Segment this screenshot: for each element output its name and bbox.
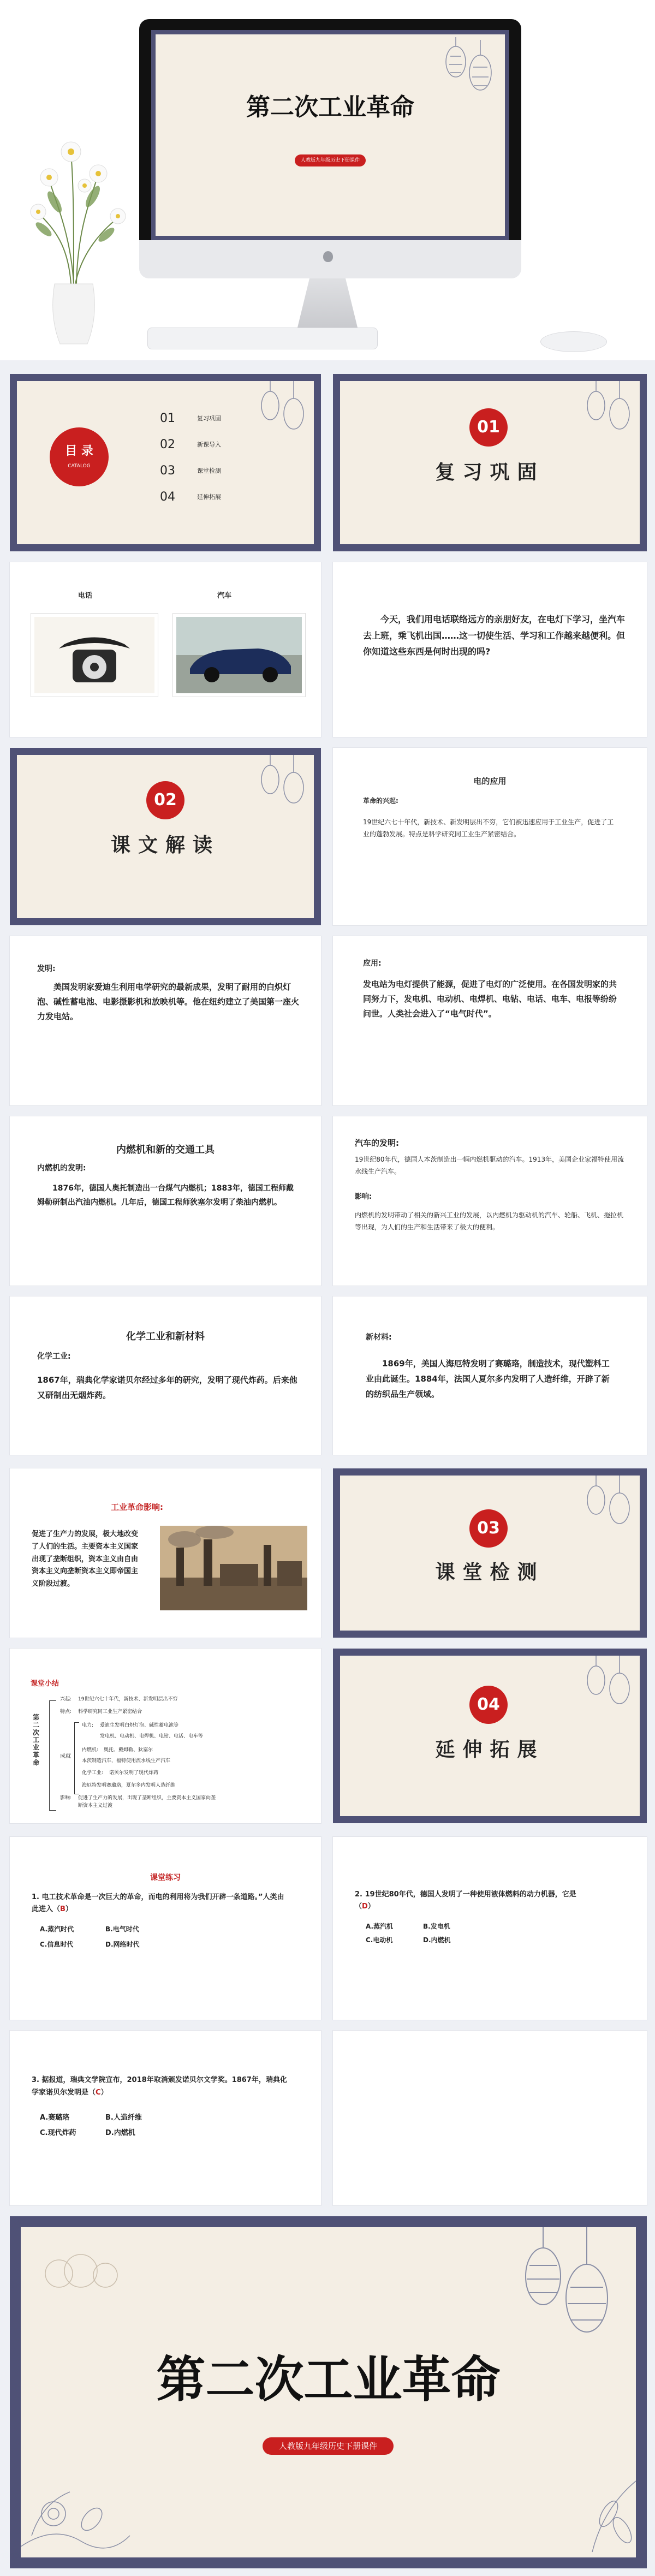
section-title: 课堂检测 bbox=[435, 1561, 545, 1584]
chemistry-slide bbox=[10, 1296, 321, 1455]
summary-label: 兴起: bbox=[60, 1697, 72, 1702]
application-head: 应用: bbox=[363, 959, 382, 968]
quiz-option[interactable]: B.发电机 bbox=[423, 1923, 450, 1930]
factory-painting bbox=[160, 1526, 307, 1610]
quiz-option[interactable]: D.内燃机 bbox=[105, 2129, 135, 2137]
apple-logo-icon bbox=[323, 251, 333, 262]
summary-text: 发电机、电动机、电焊机、电钻、电话、电车等 bbox=[100, 1734, 204, 1739]
quiz-slide-1 bbox=[10, 1837, 321, 2020]
summary-text: 科学研究同工业生产紧密结合 bbox=[78, 1709, 142, 1715]
quiz-option[interactable]: B.人造纤维 bbox=[105, 2114, 142, 2122]
engine-title: 内燃机和新的交通工具 bbox=[116, 1144, 215, 1156]
toc-badge-sub: CATALOG bbox=[68, 463, 91, 469]
summary-text: 海厄特发明赛璐珞，夏尔多内发明人造纤维 bbox=[82, 1783, 176, 1788]
summary-text: 本茨制造汽车，福特使用流水线生产汽车 bbox=[82, 1758, 171, 1764]
mouse bbox=[540, 331, 607, 352]
quiz-option[interactable]: D.网络时代 bbox=[105, 1941, 140, 1948]
summary-text: 奥托、戴姆勒、狄塞尔 bbox=[104, 1747, 153, 1753]
flower-vase-illustration bbox=[16, 120, 131, 349]
section-slide-04 bbox=[333, 1649, 647, 1823]
toc-item-num: 03 bbox=[160, 464, 175, 478]
car-text: 19世纪80年代，德国人本茨制造出一辆内燃机驱动的汽车。1913年，美国企业家福特使用流水线生产汽车。 bbox=[355, 1156, 624, 1176]
lantern-ornament bbox=[577, 381, 637, 441]
toc-item-label[interactable]: 延伸拓展 bbox=[197, 493, 221, 501]
toc-item-num: 04 bbox=[160, 490, 175, 504]
toc-item-label[interactable]: 新课导入 bbox=[197, 441, 221, 448]
quiz-option[interactable]: B.电气时代 bbox=[105, 1925, 139, 1933]
keyboard bbox=[147, 328, 378, 349]
electric-title: 电的应用 bbox=[473, 776, 507, 786]
impact-head: 工业革命影响: bbox=[111, 1502, 163, 1512]
quiz-option[interactable]: A.蒸汽机 bbox=[366, 1923, 394, 1930]
electric-subhead: 革命的兴起: bbox=[363, 797, 398, 805]
toc-badge-label: 目 录 bbox=[65, 444, 93, 458]
impact-slide bbox=[10, 1468, 321, 1638]
summary-branch-label: 成就 bbox=[60, 1753, 71, 1759]
end-subtitle: 人教版九年级历史下册课件 bbox=[263, 2437, 394, 2455]
section-slide-01 bbox=[333, 374, 647, 551]
quiz-question-text: 2. 19世纪80年代，德国人发明了一种使用液体燃料的动力机器，它是（ bbox=[355, 1890, 576, 1911]
review-images-slide bbox=[10, 562, 321, 737]
telephone-photo bbox=[34, 617, 154, 693]
material-head: 新材料: bbox=[366, 1333, 392, 1342]
summary-label: 化学工业: bbox=[82, 1770, 104, 1776]
summary-sub-bracket bbox=[74, 1722, 79, 1794]
quiz-option[interactable]: D.内燃机 bbox=[423, 1936, 451, 1944]
lantern-ornament bbox=[577, 1476, 637, 1536]
review-text-slide bbox=[333, 562, 647, 737]
summary-slide bbox=[10, 1649, 321, 1823]
engine-head: 内燃机的发明: bbox=[37, 1164, 86, 1173]
summary-bracket bbox=[49, 1700, 56, 1811]
section-slide-02 bbox=[10, 748, 321, 925]
quiz-answer: C bbox=[96, 2088, 101, 2097]
summary-vertical-title: 第二次工业革命 bbox=[33, 1714, 40, 1766]
cover-title: 第二次工业革命 bbox=[246, 93, 414, 121]
quiz-option[interactable]: A.蒸汽时代 bbox=[40, 1925, 74, 1933]
cloud-ornament bbox=[37, 2249, 146, 2298]
car-impact-head: 影响: bbox=[355, 1193, 372, 1201]
leaf-ornament bbox=[527, 2470, 636, 2557]
electric-text: 19世纪六七十年代，新技术、新发明层出不穷，它们被迅速应用于工业生产，促进了工业的蓬勃发展。特点是科学研究同工业生产紧密结合。 bbox=[363, 818, 614, 838]
monitor-screen bbox=[151, 30, 509, 240]
summary-text: 19世纪六七十年代，新技术、新发明层出不穷 bbox=[78, 1697, 178, 1702]
quiz-answer: D bbox=[362, 1902, 368, 1911]
toc-item-label[interactable]: 复习巩固 bbox=[197, 415, 221, 422]
lantern-ornament bbox=[505, 2227, 625, 2358]
quiz-option[interactable]: C.现代炸药 bbox=[40, 2129, 76, 2137]
quiz-title: 课堂练习 bbox=[150, 1873, 181, 1882]
hero-section bbox=[0, 0, 655, 360]
quiz-question bbox=[355, 1889, 590, 1913]
impact-text: 促进了生产力的发展，极大地改变了人们的生活。主要资本主义国家出现了垄断组织，资本主义由自由资本主义向垄断资本主义即帝国主义阶段过渡。 bbox=[32, 1530, 139, 1588]
engine-slide bbox=[10, 1116, 321, 1286]
quiz-question-end: ） bbox=[65, 1905, 73, 1914]
lantern-ornament bbox=[577, 1656, 637, 1716]
summary-label: 电力: bbox=[82, 1723, 94, 1728]
summary-label: 内燃机: bbox=[82, 1747, 99, 1753]
quiz-question bbox=[32, 1891, 288, 1915]
chemistry-text: 1867年，瑞典化学家诺贝尔经过多年的研究，发明了现代炸药。后来他又研制出无烟炸药。 bbox=[37, 1375, 297, 1400]
section-number: 04 bbox=[469, 1686, 508, 1724]
car-slide bbox=[333, 1116, 647, 1286]
toc-item-num: 01 bbox=[160, 412, 175, 425]
car-photo bbox=[176, 617, 302, 693]
image-label-car: 汽车 bbox=[217, 592, 232, 600]
end-cover-slide bbox=[10, 2216, 647, 2568]
toc-item-label[interactable]: 课堂检测 bbox=[197, 467, 221, 474]
car-impact-text: 内燃机的发明带动了相关的新兴工业的发展，以内燃机为驱动机的汽车、轮船、飞机、拖拉机等出现，为人们的生产和生活带来了极大的便利。 bbox=[355, 1211, 624, 1232]
invention-text: 美国发明家爱迪生利用电学研究的最新成果，发明了耐用的白炽灯泡、碱性蓄电池、电影摄影机和放映机等。他在纽约建立了美国第一座火力发电站。 bbox=[37, 982, 300, 1021]
review-paragraph: 今天，我们用电话联络远方的亲朋好友，在电灯下学习，坐汽车去上班，乘飞机出国……这一切使生活、学习和工作越来越便利。但你知道这些东西是何时出现的吗? bbox=[363, 614, 626, 657]
monitor-stand bbox=[297, 278, 358, 328]
quiz-question-end: ） bbox=[100, 2088, 108, 2097]
invention-head: 发明: bbox=[37, 965, 56, 973]
flower-ornament bbox=[21, 2448, 141, 2557]
engine-text: 1876年，德国人奥托制造出一台煤气内燃机；1883年，德国工程师戴姆勒研制出汽油内燃机。几年后，德国工程师狄塞尔发明了柴油内燃机。 bbox=[37, 1184, 294, 1207]
application-slide bbox=[333, 936, 647, 1105]
car-head: 汽车的发明: bbox=[355, 1138, 399, 1148]
quiz-question bbox=[32, 2074, 288, 2099]
summary-label: 影响: bbox=[60, 1795, 72, 1801]
section-number: 02 bbox=[146, 781, 184, 819]
summary-label: 特点: bbox=[60, 1709, 72, 1715]
summary-text: 诺贝尔发明了现代炸药 bbox=[109, 1770, 159, 1776]
toc-slide bbox=[10, 374, 321, 551]
chemistry-title: 化学工业和新材料 bbox=[126, 1331, 205, 1342]
section-title: 复习巩固 bbox=[435, 461, 545, 484]
end-title: 第二次工业革命 bbox=[156, 2351, 501, 2408]
quiz-question-end: ） bbox=[367, 1902, 375, 1911]
quiz-answer: B bbox=[60, 1905, 66, 1914]
lantern-ornament bbox=[251, 381, 311, 441]
application-text: 发电站为电灯提供了能源，促进了电灯的广泛使用。在各国发明家的共同努力下，发电机、电动机、电焊机、电钻、电话、电车、电报等纷纷问世。人类社会进入了“电气时代”。 bbox=[363, 979, 617, 1019]
section-title: 延伸拓展 bbox=[435, 1739, 545, 1761]
quiz-slide-2 bbox=[333, 1837, 647, 2020]
material-slide bbox=[333, 1296, 647, 1455]
section-title: 课文解读 bbox=[110, 834, 220, 856]
summary-head: 课堂小结 bbox=[31, 1680, 59, 1688]
quiz-question-text: 1. 电工技术革命是一次巨大的革命，而电的利用将为我们开辟一条道路。”人类由此进入（ bbox=[32, 1893, 284, 1914]
image-label-telephone: 电话 bbox=[78, 592, 93, 600]
electric-slide bbox=[333, 748, 647, 925]
chemistry-head: 化学工业: bbox=[37, 1352, 71, 1361]
quiz-option[interactable]: C.电动机 bbox=[366, 1936, 393, 1944]
quiz-question-text: 3. 据报道，瑞典文学院宣布，2018年取消颁发诺贝尔文学奖。1867年，瑞典化学家诺贝尔发明是（ bbox=[32, 2076, 287, 2097]
toc-item-num: 02 bbox=[160, 438, 175, 451]
section-number: 01 bbox=[469, 408, 508, 447]
quiz-slide-3 bbox=[10, 2031, 321, 2205]
section-slide-03 bbox=[333, 1468, 647, 1638]
lantern-ornament bbox=[251, 755, 311, 815]
quiz-option[interactable]: C.信息时代 bbox=[40, 1941, 74, 1948]
material-text: 1869年，美国人海厄特发明了赛璐珞，制造技术，现代塑料工业由此诞生。1884年，法国人夏尔多内发明了人造纤维，开辟了新的纺织品生产领域。 bbox=[366, 1359, 610, 1399]
summary-text: 促进了生产力的发展，出现了垄断组织，主要资本主义国家向垄断资本主义过渡 bbox=[78, 1795, 216, 1808]
cover-subtitle: 人教版九年级历史下册课件 bbox=[295, 154, 366, 166]
summary-text: 爱迪生发明白炽灯泡、碱性蓄电池等 bbox=[100, 1723, 179, 1728]
quiz-option[interactable]: A.赛璐珞 bbox=[40, 2114, 70, 2122]
invention-slide bbox=[10, 936, 321, 1105]
blank-slide bbox=[333, 2031, 647, 2205]
section-number: 03 bbox=[469, 1509, 508, 1548]
